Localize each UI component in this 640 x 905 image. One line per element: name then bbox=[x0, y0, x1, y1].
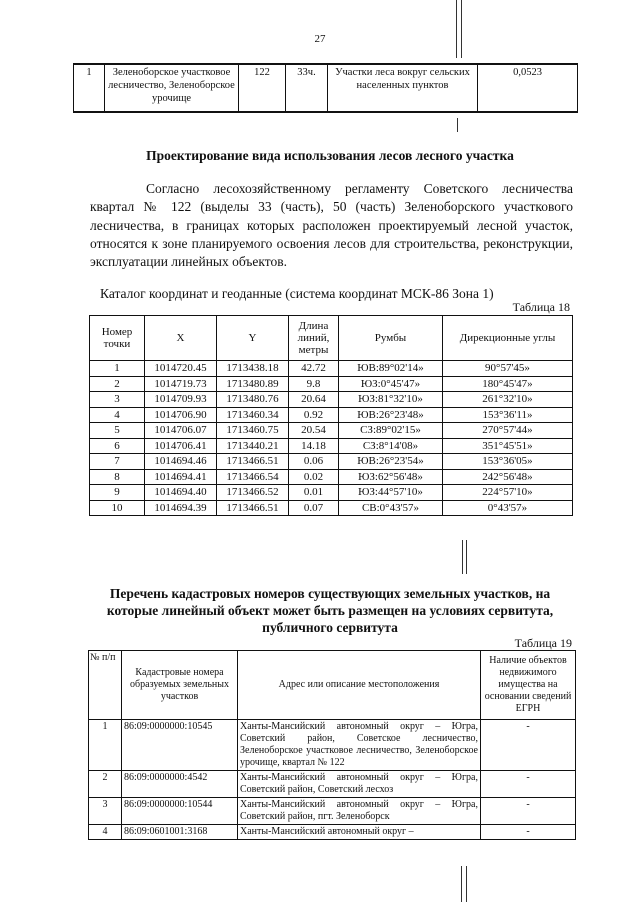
table-cell: 86:09:0000000:10544 bbox=[122, 798, 238, 825]
table-cell: 1713466.52 bbox=[217, 485, 289, 501]
table-cell: 90°57'45» bbox=[443, 361, 573, 377]
table-cell: 1713466.51 bbox=[217, 454, 289, 470]
table-cell: 180°45'47» bbox=[443, 376, 573, 392]
table-row bbox=[90, 361, 573, 377]
column-header: Кадастровые номера образуемых земельных участков bbox=[122, 651, 238, 720]
table-cell: 1713466.51 bbox=[217, 500, 289, 516]
table-row bbox=[90, 392, 573, 408]
table-cell: Ханты-Мансийский автономный округ – Югра, Советский район, пгт. Зеленоборск bbox=[238, 798, 481, 825]
table-row bbox=[90, 376, 573, 392]
table-cell: 1713460.34 bbox=[217, 407, 289, 423]
scan-line bbox=[466, 540, 467, 574]
table-cell: 1713480.76 bbox=[217, 392, 289, 408]
table-row bbox=[90, 407, 573, 423]
scan-line bbox=[457, 118, 458, 132]
table-cell: ЮЗ:44°57'10» bbox=[339, 485, 443, 501]
table-cell: 9 bbox=[90, 485, 145, 501]
table-number: Таблица 19 bbox=[514, 636, 572, 650]
table-cell: - bbox=[481, 720, 576, 771]
table-number: Таблица 18 bbox=[512, 300, 570, 314]
table-cell: - bbox=[481, 798, 576, 825]
table-cell: 1713438.18 bbox=[217, 361, 289, 377]
table-row bbox=[89, 825, 576, 840]
column-header: X bbox=[145, 316, 217, 361]
table-cell: 0.07 bbox=[289, 500, 339, 516]
scan-line bbox=[461, 866, 462, 902]
column-header: Y bbox=[217, 316, 289, 361]
column-header: Адрес или описание местоположения bbox=[238, 651, 481, 720]
column-header: Дирекционные углы bbox=[443, 316, 573, 361]
table-cell: 1014694.40 bbox=[145, 485, 217, 501]
table-cell: 7 bbox=[90, 454, 145, 470]
table-cell: 4 bbox=[89, 825, 122, 840]
table-cell: 153°36'05» bbox=[443, 454, 573, 470]
table-cell: 33ч. bbox=[286, 64, 328, 112]
scan-line bbox=[456, 0, 457, 58]
table-cell: 153°36'11» bbox=[443, 407, 573, 423]
table-cell: Ханты-Мансийский автономный округ – Югра, Советский район, Советское лесничество, Зеленоборское участковое лесничество, Зеленоборское урочище, квартал № 122 bbox=[238, 720, 481, 771]
table-row bbox=[90, 500, 573, 516]
heading-line: публичного сервитута bbox=[262, 620, 398, 635]
column-header: № п/п bbox=[89, 651, 122, 720]
table-cell: 1014719.73 bbox=[145, 376, 217, 392]
body-paragraph: Согласно лесохозяйственному регламенту Советского лесничества квартал № 122 (выделы 33 (часть), 50 (часть) Зеленоборского участкового лесничества, в границах которых расположен проектируемый лесной участок, относятся к зоне планируемого освоения лесов для строительства, реконструкции, эксплуатации линейных объектов. bbox=[90, 181, 573, 270]
table-cell: 1713440.21 bbox=[217, 438, 289, 454]
table-cell: СВ:0°43'57» bbox=[339, 500, 443, 516]
table-cell: СЗ:8°14'08» bbox=[339, 438, 443, 454]
table-cell: 9.8 bbox=[289, 376, 339, 392]
table-row bbox=[90, 438, 573, 454]
table-row bbox=[90, 469, 573, 485]
table-cell: 10 bbox=[90, 500, 145, 516]
section-heading bbox=[40, 585, 620, 636]
table-cell: 3 bbox=[89, 798, 122, 825]
column-header: Наличие объектов недвижимого имущества на основании сведений ЕГРН bbox=[481, 651, 576, 720]
scan-line bbox=[461, 0, 462, 58]
table-cell: 1014706.07 bbox=[145, 423, 217, 439]
coordinates-table bbox=[89, 315, 573, 516]
table-cell: 351°45'51» bbox=[443, 438, 573, 454]
table-cell: 1014694.46 bbox=[145, 454, 217, 470]
table-cell: 1014694.39 bbox=[145, 500, 217, 516]
table-cell: 6 bbox=[90, 438, 145, 454]
table-cell: 270°57'44» bbox=[443, 423, 573, 439]
table-cell: 0.92 bbox=[289, 407, 339, 423]
heading-line: которые линейный объект может быть размещен на условиях сервитута, bbox=[106, 603, 554, 618]
table-cell: 2 bbox=[89, 771, 122, 798]
table-cell: 1014694.41 bbox=[145, 469, 217, 485]
table-cell: СЗ:89°02'15» bbox=[339, 423, 443, 439]
table-cell: 1014720.45 bbox=[145, 361, 217, 377]
table-row bbox=[74, 64, 578, 112]
table-cell: 86:09:0000000:10545 bbox=[122, 720, 238, 771]
table-cell: Ханты-Мансийский автономный округ – Югра, Советский район, Советский лесхоз bbox=[238, 771, 481, 798]
table-cell: 242°56'48» bbox=[443, 469, 573, 485]
table-header-row bbox=[90, 316, 573, 361]
table-cell: 261°32'10» bbox=[443, 392, 573, 408]
page-number: 27 bbox=[314, 33, 326, 45]
table-row bbox=[89, 771, 576, 798]
table-cell: 1 bbox=[89, 720, 122, 771]
heading-line: Перечень кадастровых номеров существующих земельных участков, на bbox=[109, 586, 551, 601]
table-row bbox=[90, 454, 573, 470]
cadastral-table bbox=[88, 650, 576, 840]
top-table bbox=[73, 63, 578, 113]
table-row bbox=[89, 798, 576, 825]
section-heading: Проектирование вида использования лесов лесного участка bbox=[146, 148, 514, 163]
table-row bbox=[89, 720, 576, 771]
table-cell: Зеленоборское участковое лесничество, Зеленоборское урочище bbox=[105, 64, 239, 112]
table-cell: 1 bbox=[90, 361, 145, 377]
table-cell: ЮВ:26°23'48» bbox=[339, 407, 443, 423]
table-cell: 0.01 bbox=[289, 485, 339, 501]
table-cell: 86:09:0000000:4542 bbox=[122, 771, 238, 798]
table-cell: 1 bbox=[74, 64, 105, 112]
table-cell: 1713466.54 bbox=[217, 469, 289, 485]
table-cell: 3 bbox=[90, 392, 145, 408]
table-caption: Каталог координат и геоданные (система координат МСК-86 Зона 1) bbox=[100, 286, 494, 301]
table-cell: ЮВ:26°23'54» bbox=[339, 454, 443, 470]
table-cell: 1014706.90 bbox=[145, 407, 217, 423]
table-cell: 5 bbox=[90, 423, 145, 439]
table-cell: - bbox=[481, 825, 576, 840]
table-cell: 0,0523 bbox=[478, 64, 578, 112]
table-cell: ЮЗ:81°32'10» bbox=[339, 392, 443, 408]
column-header: Номер точки bbox=[90, 316, 145, 361]
table-cell: 1713480.89 bbox=[217, 376, 289, 392]
table-cell: ЮЗ:0°45'47» bbox=[339, 376, 443, 392]
table-cell: 42.72 bbox=[289, 361, 339, 377]
table-cell: Участки леса вокруг сельских населенных пунктов bbox=[328, 64, 478, 112]
scan-line bbox=[462, 540, 463, 574]
table-cell: 0°43'57» bbox=[443, 500, 573, 516]
table-cell: 14.18 bbox=[289, 438, 339, 454]
table-header-row bbox=[89, 651, 576, 720]
table-cell: ЮЗ:62°56'48» bbox=[339, 469, 443, 485]
column-header: Румбы bbox=[339, 316, 443, 361]
table-cell: 4 bbox=[90, 407, 145, 423]
table-cell: 0.06 bbox=[289, 454, 339, 470]
table-cell: - bbox=[481, 771, 576, 798]
table-cell: 1713460.75 bbox=[217, 423, 289, 439]
table-cell: 1014709.93 bbox=[145, 392, 217, 408]
table-cell: Ханты-Мансийский автономный округ – bbox=[238, 825, 481, 840]
table-cell: 0.02 bbox=[289, 469, 339, 485]
table-cell: 224°57'10» bbox=[443, 485, 573, 501]
table-cell: 20.54 bbox=[289, 423, 339, 439]
table-cell: ЮВ:89°02'14» bbox=[339, 361, 443, 377]
table-cell: 8 bbox=[90, 469, 145, 485]
table-cell: 86:09:0601001:3168 bbox=[122, 825, 238, 840]
table-row bbox=[90, 485, 573, 501]
table-cell: 1014706.41 bbox=[145, 438, 217, 454]
table-cell: 2 bbox=[90, 376, 145, 392]
table-cell: 20.64 bbox=[289, 392, 339, 408]
table-cell: 122 bbox=[239, 64, 286, 112]
column-header: Длина линий, метры bbox=[289, 316, 339, 361]
scan-line bbox=[466, 866, 467, 902]
table-row bbox=[90, 423, 573, 439]
